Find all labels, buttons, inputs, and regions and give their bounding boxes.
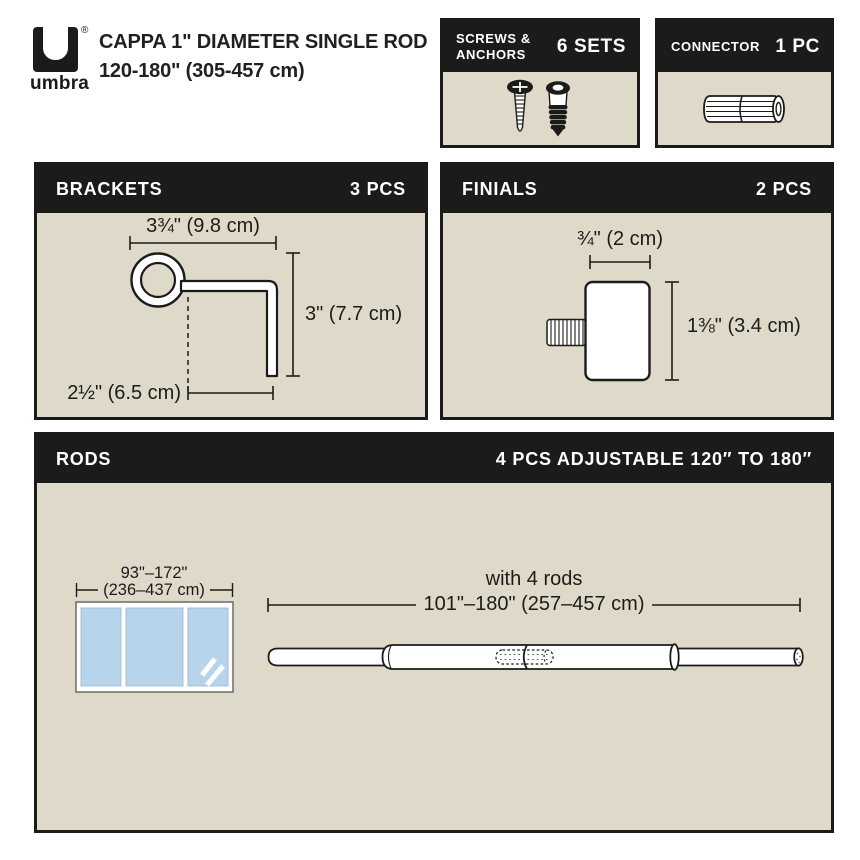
product-title-line1: CAPPA 1" DIAMETER SINGLE ROD bbox=[99, 31, 428, 53]
screws-anchors-header bbox=[443, 21, 637, 72]
umbra-logo bbox=[33, 27, 78, 72]
window-illustration bbox=[76, 602, 233, 692]
bracket-illustration bbox=[132, 254, 278, 377]
screws-anchors-label-line2: ANCHORS bbox=[456, 46, 526, 62]
finial-height-dimension: 1⅜" (3.4 cm) bbox=[687, 315, 801, 337]
finials-label: FINIALS bbox=[462, 178, 538, 199]
brackets-header bbox=[37, 165, 425, 213]
finial-height-dimension-line bbox=[665, 282, 679, 380]
screws-anchors-label bbox=[456, 31, 531, 63]
bracket-height-dimension-line bbox=[286, 253, 300, 376]
connector-header bbox=[658, 21, 831, 72]
finial-width-dimension-line bbox=[590, 255, 650, 269]
product-title-line2: 120-180" (305-457 cm) bbox=[99, 60, 305, 82]
screws-anchors-panel bbox=[440, 18, 640, 148]
rods-diagram bbox=[37, 483, 831, 830]
screw-anchor-icon bbox=[494, 78, 586, 140]
connector-panel bbox=[655, 18, 834, 148]
connector-body bbox=[658, 72, 831, 145]
finials-panel bbox=[440, 162, 834, 420]
brackets-panel bbox=[34, 162, 428, 420]
finial-width-dimension: ¾" (2 cm) bbox=[577, 228, 663, 250]
rods-panel bbox=[34, 432, 834, 833]
bracket-return-dimension: 2½" (6.5 cm) bbox=[67, 382, 181, 404]
umbra-u-shape bbox=[43, 27, 68, 60]
finials-qty: 2 PCS bbox=[755, 178, 812, 199]
brackets-body bbox=[37, 213, 425, 417]
rods-body bbox=[37, 483, 831, 830]
screw-icon bbox=[507, 79, 533, 130]
bracket-width-dimension-line bbox=[130, 236, 276, 250]
rods-label: RODS bbox=[56, 448, 112, 469]
screws-anchors-body bbox=[443, 72, 637, 145]
brackets-label: BRACKETS bbox=[56, 178, 163, 199]
bracket-height-dimension: 3" (7.7 cm) bbox=[305, 303, 403, 325]
brackets-qty: 3 PCS bbox=[349, 178, 406, 199]
screws-anchors-qty: 6 SETS bbox=[556, 35, 626, 57]
rods-header bbox=[37, 435, 831, 483]
connector-label: CONNECTOR bbox=[671, 38, 760, 54]
product-title bbox=[99, 28, 427, 86]
umbra-wordmark: umbra bbox=[30, 73, 90, 94]
connector-icon bbox=[697, 87, 793, 131]
rods-qty: 4 PCS ADJUSTABLE 120″ TO 180″ bbox=[495, 448, 812, 469]
rod-range-line2: 101"–180" (257–457 cm) bbox=[423, 593, 645, 615]
rod-range-line1: with 4 rods bbox=[485, 568, 583, 590]
screws-anchors-label-line1: SCREWS & bbox=[456, 30, 531, 46]
bracket-width-dimension: 3¾" (9.8 cm) bbox=[146, 215, 260, 237]
rod-illustration bbox=[269, 644, 803, 670]
finials-header bbox=[443, 165, 831, 213]
connector-qty: 1 PC bbox=[775, 35, 820, 57]
window-range-line2: (236–437 cm) bbox=[103, 581, 205, 599]
registered-trademark: ® bbox=[81, 25, 89, 36]
finial-illustration bbox=[547, 282, 650, 380]
window-range-line1: 93"–172" bbox=[120, 564, 188, 582]
anchor-icon bbox=[546, 81, 570, 136]
finials-body bbox=[443, 213, 831, 417]
bracket-return-dimension-line bbox=[188, 386, 273, 400]
